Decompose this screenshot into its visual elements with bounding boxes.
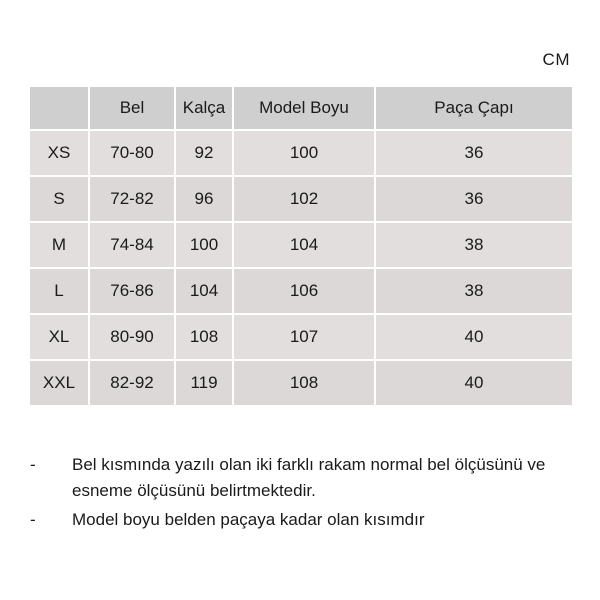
- cell-model-boyu: 106: [233, 268, 375, 314]
- size-table: [28, 85, 574, 407]
- cell-model-boyu: 107: [233, 314, 375, 360]
- cell-model-boyu: 104: [233, 222, 375, 268]
- table-header: [29, 86, 573, 130]
- cell-paca-capi: 40: [375, 360, 573, 406]
- cell-size: L: [29, 268, 89, 314]
- cell-kalca: 104: [175, 268, 233, 314]
- table-row: [29, 314, 573, 360]
- column-header-model-boyu: Model Boyu: [233, 86, 375, 130]
- cell-kalca: 108: [175, 314, 233, 360]
- cell-model-boyu: 102: [233, 176, 375, 222]
- column-header-kalca: Kalça: [175, 86, 233, 130]
- cell-paca-capi: 36: [375, 130, 573, 176]
- table-row: [29, 176, 573, 222]
- cell-kalca: 92: [175, 130, 233, 176]
- cell-paca-capi: 38: [375, 268, 573, 314]
- column-header-paca-capi: Paça Çapı: [375, 86, 573, 130]
- cell-bel: 76-86: [89, 268, 175, 314]
- note-item: [30, 452, 575, 505]
- note-item: [30, 507, 575, 533]
- note-text: Bel kısmında yazılı olan iki farklı rakam normal bel ölçüsünü ve esneme ölçüsünü belirtmektedir.: [72, 455, 546, 501]
- table-row: [29, 222, 573, 268]
- cell-kalca: 100: [175, 222, 233, 268]
- cell-size: XS: [29, 130, 89, 176]
- cell-kalca: 96: [175, 176, 233, 222]
- cell-bel: 80-90: [89, 314, 175, 360]
- column-header-bel: Bel: [89, 86, 175, 130]
- table-row: [29, 268, 573, 314]
- cell-model-boyu: 100: [233, 130, 375, 176]
- cell-size: XXL: [29, 360, 89, 406]
- cell-kalca: 119: [175, 360, 233, 406]
- table-row: [29, 360, 573, 406]
- cell-bel: 70-80: [89, 130, 175, 176]
- column-header-size: [29, 86, 89, 130]
- note-marker: -: [30, 509, 36, 529]
- cell-size: M: [29, 222, 89, 268]
- cell-bel: 74-84: [89, 222, 175, 268]
- note-text: Model boyu belden paçaya kadar olan kısımdır: [72, 509, 425, 529]
- table-row: [29, 130, 573, 176]
- cell-model-boyu: 108: [233, 360, 375, 406]
- table-header-row: [29, 86, 573, 130]
- note-marker: -: [30, 455, 36, 474]
- cell-size: XL: [29, 314, 89, 360]
- notes-section: [30, 452, 575, 535]
- table-body: [29, 130, 573, 406]
- cell-paca-capi: 36: [375, 176, 573, 222]
- cell-bel: 82-92: [89, 360, 175, 406]
- cell-paca-capi: 38: [375, 222, 573, 268]
- cell-bel: 72-82: [89, 176, 175, 222]
- unit-label: CM: [542, 50, 570, 69]
- cell-size: S: [29, 176, 89, 222]
- cell-paca-capi: 40: [375, 314, 573, 360]
